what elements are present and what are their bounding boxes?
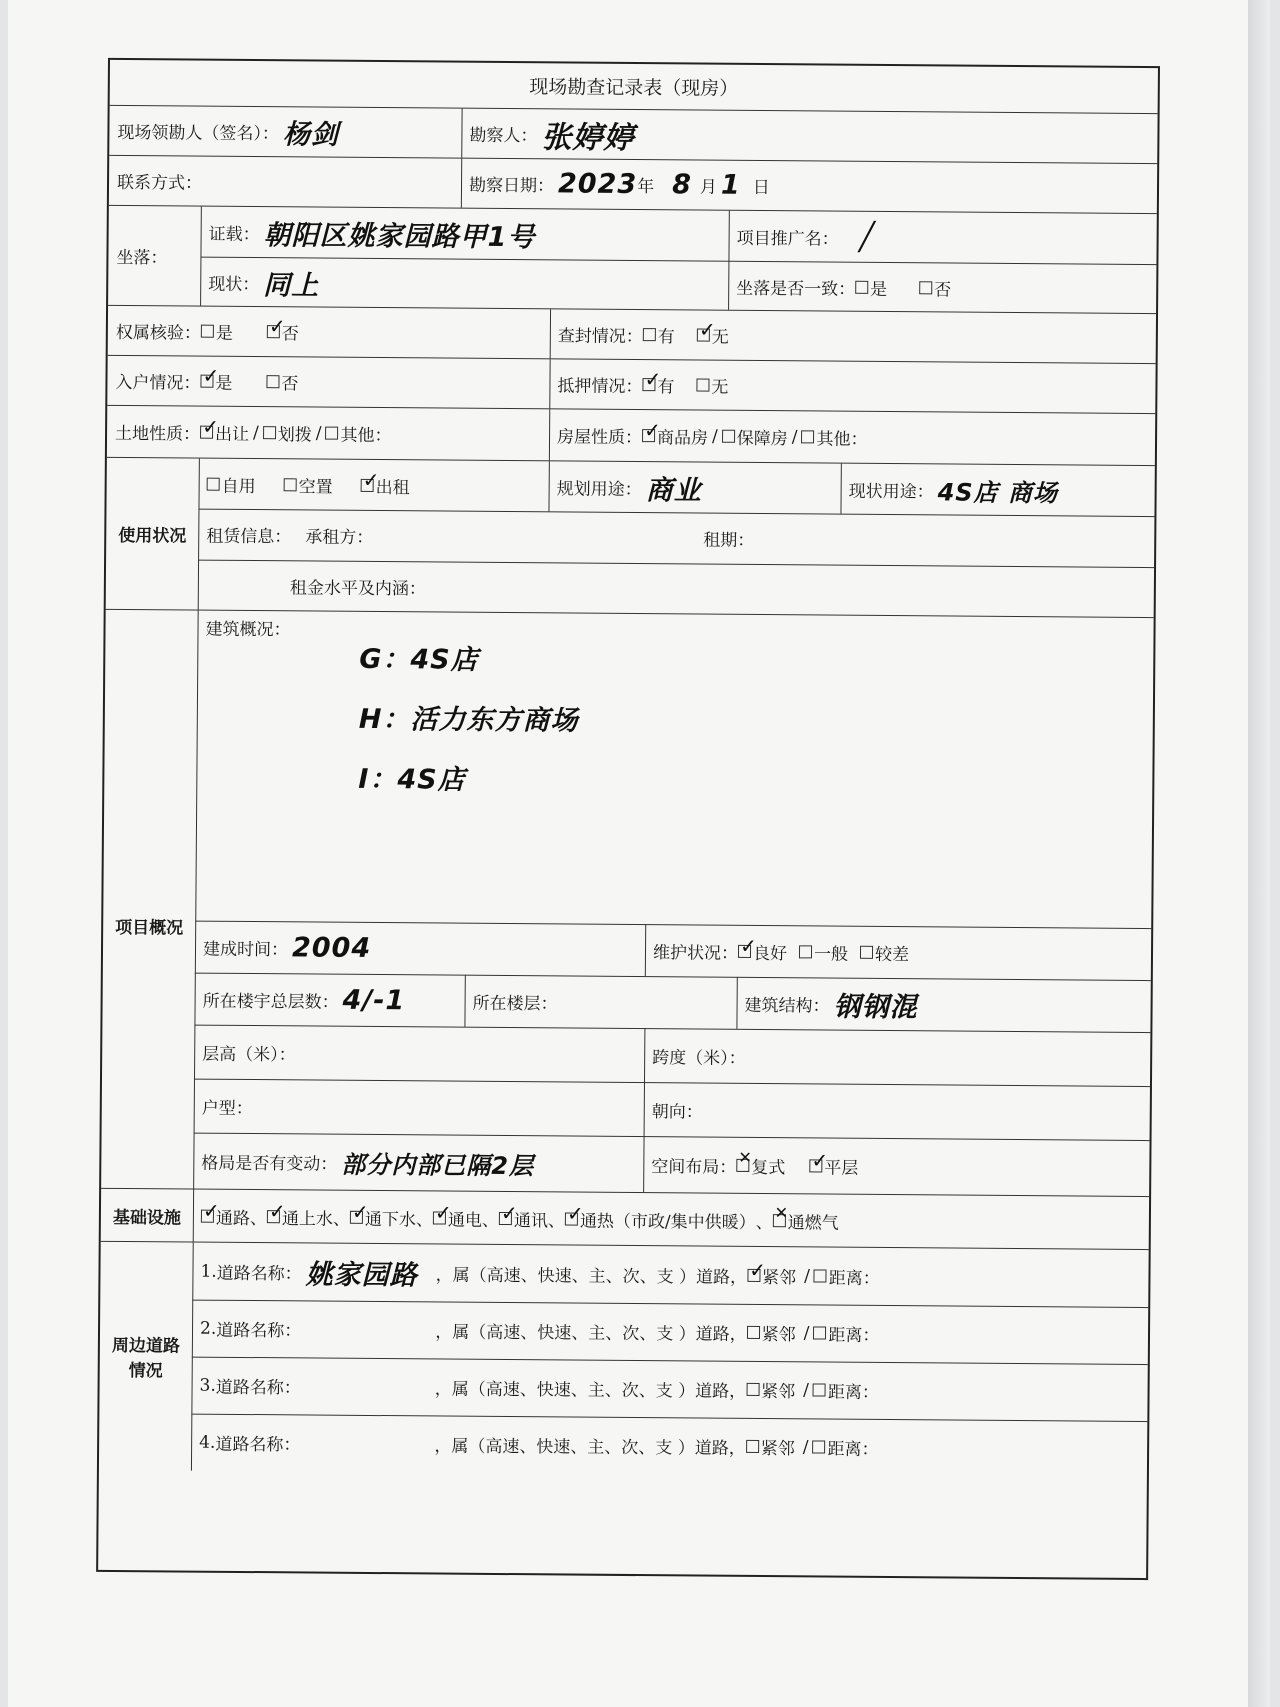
check-mark-icon: ✓: [644, 367, 662, 392]
check-mark-icon: ✓: [202, 1198, 220, 1223]
road-distance-checkbox[interactable]: 距离：: [813, 1320, 879, 1346]
house-affordable-checkbox[interactable]: 保障房: [722, 424, 788, 450]
planned-use-label: 规划用途：: [556, 478, 642, 500]
layout-change-label: 格局是否有变动：: [201, 1153, 338, 1175]
maint-good-checkbox[interactable]: ✓ 良好: [739, 933, 788, 964]
mortgage-none-checkbox[interactable]: 无: [696, 373, 728, 398]
project-label: 项目概况: [115, 917, 184, 939]
surveyor-signature[interactable]: 张婷婷: [541, 119, 635, 156]
road-name-label: 道路名称：: [215, 1434, 301, 1456]
space-layout-label: 空间布局：: [651, 1156, 737, 1178]
span-label: 跨度（米）：: [652, 1047, 746, 1069]
date-year-unit: 年: [637, 177, 655, 198]
maint-normal-checkbox[interactable]: 一般: [799, 939, 848, 964]
current-label: 现状：: [208, 274, 260, 295]
cert-label: 证载：: [208, 224, 260, 245]
road-slash: /: [802, 1436, 809, 1457]
usage-self-checkbox[interactable]: 自用: [207, 471, 256, 496]
orientation-label: 朝向：: [651, 1101, 703, 1123]
usage-label: 使用状况: [118, 525, 187, 547]
maintenance-label: 维护状况：: [652, 942, 739, 964]
land-sold-checkbox[interactable]: ✓ 出让: [202, 414, 250, 445]
usage-rent-checkbox[interactable]: ✓ 出租: [362, 467, 410, 498]
unit-type-label: 户型：: [201, 1098, 253, 1119]
check-mark-icon: ✓: [202, 414, 219, 439]
entry-no-checkbox[interactable]: 否: [266, 369, 298, 394]
check-mark-icon: ✓: [566, 1201, 584, 1226]
mortgage-label: 抵押情况：: [557, 376, 643, 398]
tenant-label: 承租方：: [305, 527, 374, 548]
roads-section: [99, 1242, 1149, 1478]
project-name-dash-mark: ╱: [858, 221, 877, 253]
land-label: 土地性质：: [114, 423, 201, 445]
road-class-text: ，属（高速、快速、主、次、支 ）道路，: [434, 1379, 747, 1402]
lease-info-label: 租赁信息：: [206, 526, 292, 548]
road-num: 4.: [199, 1432, 216, 1453]
floor-height-label: 层高（米）：: [202, 1044, 296, 1065]
seal-none-checkbox[interactable]: ✓ 无: [698, 317, 729, 348]
infra-separator: 、: [249, 1208, 267, 1229]
current-use-label: 现状用途：: [848, 481, 934, 502]
current-use-value[interactable]: 4S店 商场: [937, 477, 1059, 507]
infra-heating-checkbox[interactable]: ✓ 通热（市政/集中供暖）: [566, 1201, 756, 1233]
leader-label: 现场领勘人（签名）：: [117, 122, 280, 145]
consistent-yes-checkbox[interactable]: 是: [855, 274, 887, 299]
infra-telecom-checkbox[interactable]: ✓ 通讯: [500, 1200, 548, 1231]
project-section: [101, 610, 1154, 1250]
road-adjacent-checkbox[interactable]: 紧邻: [746, 1434, 795, 1459]
total-floors-label: 所在楼宇总层数：: [202, 991, 339, 1013]
cert-address[interactable]: 朝阳区姚家园路甲1号: [263, 219, 536, 253]
strike-mark-icon: ✕: [738, 1147, 752, 1167]
infra-separator: 、: [415, 1209, 433, 1230]
check-mark-icon: ✓: [698, 317, 716, 342]
check-mark-icon: ✓: [739, 933, 757, 958]
title-row: [110, 60, 1158, 114]
location-section: [108, 206, 1157, 314]
overview-notes: [354, 630, 579, 812]
building-overview-label: 建筑概况：: [205, 619, 291, 641]
consistent-no-checkbox[interactable]: 否: [919, 275, 951, 300]
infra-gas-checkbox[interactable]: ✕ 通燃气: [773, 1208, 839, 1234]
consistent-label: 坐落是否一致：: [736, 278, 856, 300]
check-mark-icon: ✓: [811, 1147, 829, 1173]
date-label: 勘察日期：: [468, 175, 555, 197]
infra-separator: 、: [481, 1210, 499, 1231]
road-distance-checkbox[interactable]: 距离：: [813, 1377, 879, 1403]
lease-term-label: 租期：: [703, 530, 755, 551]
leader-signature[interactable]: 杨剑: [282, 119, 340, 151]
road-slash: /: [804, 1265, 810, 1286]
maint-poor-checkbox[interactable]: 较差: [860, 939, 909, 964]
survey-form: [96, 58, 1160, 1580]
space-flat-checkbox[interactable]: ✓ 平层: [811, 1147, 859, 1179]
seal-have-checkbox[interactable]: 有: [643, 322, 675, 347]
surveyor-label: 勘察人：: [469, 125, 538, 147]
road-name-value[interactable]: [304, 1443, 434, 1444]
road-row: [191, 1414, 1147, 1479]
road-class-text: ，属（高速、快速、主、次、支 ）道路，: [435, 1265, 748, 1288]
road-adjacent-checkbox[interactable]: 紧邻: [746, 1377, 795, 1402]
built-time-label: 建成时间：: [202, 939, 289, 960]
contact-label: 联系方式：: [116, 172, 203, 194]
infra-separator: 、: [332, 1209, 350, 1230]
land-other-checkbox[interactable]: 其他：: [325, 421, 391, 447]
road-name-value[interactable]: [305, 1329, 435, 1330]
check-mark-icon: ✓: [268, 1198, 286, 1223]
house-other-checkbox[interactable]: 其他：: [801, 424, 867, 450]
built-time-value[interactable]: 2004: [291, 931, 372, 964]
infra-road-checkbox[interactable]: ✓ 通路: [202, 1198, 250, 1229]
seal-label: 查封情况：: [557, 326, 643, 348]
road-class-text: ，属（高速、快速、主、次、支 ）道路，: [435, 1322, 747, 1345]
entry-label: 入户情况：: [115, 372, 201, 394]
mortgage-have-checkbox[interactable]: ✓ 有: [644, 367, 675, 398]
ownership-no-checkbox[interactable]: ✓ 否: [268, 314, 299, 345]
check-mark-icon: ✓: [434, 1199, 452, 1225]
location-label: 坐落：: [116, 247, 168, 269]
usage-vacant-checkbox[interactable]: 空置: [284, 472, 333, 497]
space-duplex-checkbox[interactable]: ✕ 复式: [736, 1152, 785, 1177]
house-label: 房屋性质：: [556, 427, 643, 449]
infra-separator: 、: [547, 1210, 565, 1231]
date-month[interactable]: 8: [672, 169, 693, 201]
roads-label: 周边道路情况: [111, 1335, 180, 1382]
house-commercial-checkbox[interactable]: ✓ 商品房: [644, 418, 709, 449]
total-floors-value[interactable]: 4/-1: [342, 984, 406, 1016]
structure-label: 建筑结构：: [744, 995, 830, 1017]
strike-mark-icon: ✕: [774, 1202, 789, 1222]
infra-water-supply-checkbox[interactable]: ✓ 通上水: [268, 1198, 333, 1230]
paper-edge: [1248, 0, 1270, 1707]
ownership-yes-checkbox[interactable]: 是: [201, 319, 233, 344]
ownership-row: [108, 306, 1156, 364]
check-mark-icon: ✓: [202, 363, 220, 388]
entry-row: [107, 356, 1155, 414]
overview-line[interactable]: H：活力东方商场: [358, 703, 579, 737]
ownership-label: 权属核验：: [115, 322, 201, 344]
land-allocated-checkbox[interactable]: 划拨: [263, 420, 312, 445]
road-num: 3.: [199, 1375, 216, 1396]
date-day-unit: 日: [752, 177, 770, 199]
infra-power-checkbox[interactable]: ✓ 通电: [434, 1199, 482, 1231]
road-distance-checkbox[interactable]: 距离：: [812, 1434, 878, 1460]
check-mark-icon: ✓: [500, 1200, 518, 1225]
check-mark-icon: ✓: [749, 1257, 767, 1283]
road-num: 1.: [200, 1261, 217, 1282]
check-mark-icon: ✓: [268, 314, 286, 339]
structure-value[interactable]: 钢钢混: [833, 991, 918, 1023]
project-name-label: 项目推广名：: [736, 228, 839, 250]
road-name-value[interactable]: 姚家园路: [305, 1259, 418, 1292]
entry-yes-checkbox[interactable]: ✓ 是: [202, 363, 233, 394]
overview-line[interactable]: I：4S店: [358, 763, 466, 796]
road-class-text: ，属（高速、快速、主、次、支 ）道路，: [434, 1436, 746, 1459]
date-month-unit: 月: [699, 177, 718, 198]
road-slash: /: [803, 1379, 810, 1400]
road-num: 2.: [199, 1318, 217, 1339]
current-address[interactable]: 同上: [263, 269, 320, 302]
floor-label: 所在楼层：: [472, 993, 558, 1014]
road-adjacent-checkbox[interactable]: 紧邻: [747, 1320, 796, 1345]
usage-section: [106, 458, 1155, 618]
road-name-label: 道路名称：: [215, 1377, 301, 1399]
date-day[interactable]: 1: [720, 169, 741, 201]
planned-use-value[interactable]: 商业: [645, 474, 702, 507]
land-row: 土地性质： ✓ 出让 / 划拨 / 其他： 房屋性质： ✓ 商品房 / 保障房 / 其他：: [107, 406, 1155, 466]
check-mark-icon: ✓: [362, 467, 380, 492]
road-distance-checkbox[interactable]: 距离：: [814, 1263, 880, 1289]
road-name-label: 道路名称：: [216, 1263, 302, 1285]
date-year[interactable]: 2023: [557, 168, 638, 201]
infrastructure-label: 基础设施: [112, 1207, 181, 1228]
road-row: [191, 1357, 1147, 1422]
road-adjacent-checkbox[interactable]: ✓ 紧邻: [749, 1257, 797, 1289]
header-row-2: [109, 156, 1157, 214]
layout-change-value[interactable]: 部分内部已隔2层: [341, 1150, 535, 1180]
road-row: [192, 1300, 1148, 1365]
road-name-value[interactable]: [305, 1386, 435, 1387]
road-row: [192, 1243, 1148, 1308]
paper-sheet: [8, 0, 1270, 1707]
infrastructure-items: [193, 1189, 1149, 1251]
overview-line[interactable]: G：4S店: [359, 643, 479, 676]
infra-separator: 、: [755, 1212, 773, 1233]
form-title: 现场勘查记录表（现房）: [529, 76, 739, 100]
check-mark-icon: ✓: [644, 418, 661, 443]
rent-level-label: 租金水平及内涵：: [289, 578, 426, 600]
road-name-label: 道路名称：: [216, 1320, 302, 1342]
check-mark-icon: ✓: [351, 1199, 369, 1224]
header-row-1: [109, 106, 1157, 164]
infra-drainage-checkbox[interactable]: ✓ 通下水: [351, 1199, 416, 1230]
road-slash: /: [803, 1322, 810, 1343]
